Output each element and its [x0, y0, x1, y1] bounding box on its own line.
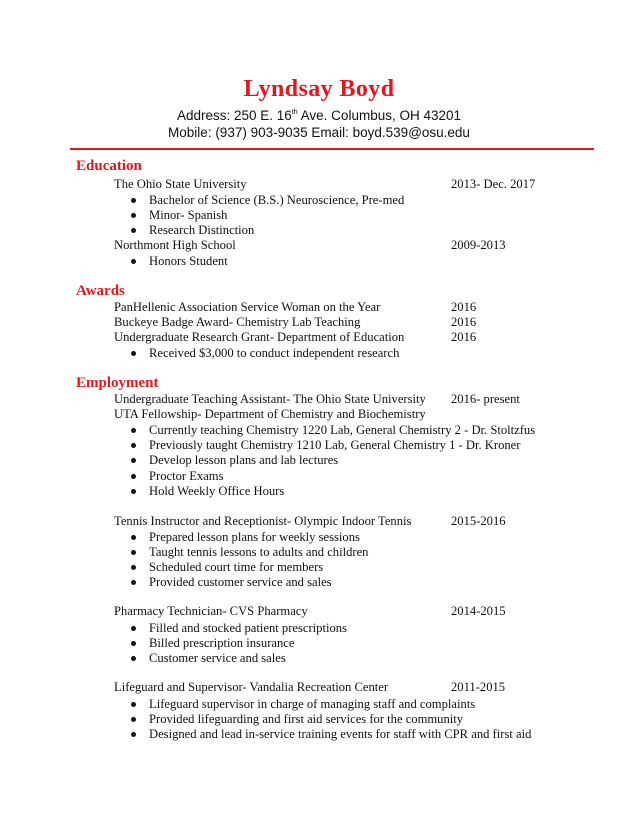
award-title: Buckeye Badge Award- Chemistry Lab Teaching — [114, 315, 361, 329]
list-item-text: Provided customer service and sales — [149, 575, 332, 589]
bullet-icon — [131, 565, 136, 570]
job-date: 2014-2015 — [451, 604, 506, 618]
job-title: Tennis Instructor and Receptionist- Olympic Indoor Tennis — [114, 514, 412, 528]
list-item — [131, 484, 284, 499]
list-item — [131, 469, 224, 484]
list-item — [131, 697, 475, 712]
bullet-icon — [131, 702, 136, 707]
list-item — [131, 560, 323, 575]
job-date: 2011-2015 — [451, 680, 506, 694]
list-item-text: Received $3,000 to conduct independent research — [149, 346, 400, 360]
list-item-text: Minor- Spanish — [149, 208, 228, 222]
award-date: 2016 — [451, 315, 477, 329]
bullet-icon — [131, 198, 136, 203]
awards-heading: Awards — [76, 283, 125, 299]
list-item-text: Bachelor of Science (B.S.) Neuroscience, Pre-med — [149, 193, 405, 207]
award-title: PanHellenic Association Service Woman on the Year — [114, 300, 381, 314]
award-date: 2016 — [451, 330, 477, 344]
list-item — [131, 254, 228, 269]
job-date: 2016- present — [451, 392, 520, 406]
job-title: Lifeguard and Supervisor- Vandalia Recreation Center — [114, 680, 389, 694]
job-title: Undergraduate Teaching Assistant- The Ohio State University — [114, 392, 426, 406]
list-item-text: Research Distinction — [149, 223, 255, 237]
list-item-text: Honors Student — [149, 254, 228, 268]
list-item — [131, 193, 404, 208]
bullet-icon — [131, 626, 136, 631]
list-item-text: Proctor Exams — [149, 469, 224, 483]
list-item-text: Designed and lead in-service training events for staff with CPR and first aid — [149, 727, 532, 741]
list-item — [131, 575, 332, 590]
bullet-icon — [131, 474, 136, 479]
education-date: 2013- Dec. 2017 — [451, 177, 536, 191]
bullet-icon — [131, 489, 136, 494]
award-date: 2016 — [451, 300, 477, 314]
list-item — [131, 621, 347, 636]
list-item — [131, 530, 360, 545]
list-item — [131, 423, 535, 438]
list-item-text: Taught tennis lessons to adults and children — [149, 545, 369, 559]
list-item-text: Hold Weekly Office Hours — [149, 484, 285, 498]
list-item — [131, 545, 368, 560]
address-line — [0, 108, 638, 123]
bullet-icon — [131, 213, 136, 218]
list-item — [131, 453, 338, 468]
award-title: Undergraduate Research Grant- Department of Education — [114, 330, 405, 344]
list-item — [131, 208, 227, 223]
list-item — [131, 346, 399, 361]
bullet-icon — [131, 458, 136, 463]
bullet-icon — [131, 550, 136, 555]
list-item-text: Prepared lesson plans for weekly sessions — [149, 530, 360, 544]
list-item-text: Provided lifeguarding and first aid services for the community — [149, 712, 464, 726]
education-heading: Education — [76, 158, 142, 174]
education-school: The Ohio State University — [114, 177, 247, 191]
job-subtitle: UTA Fellowship- Department of Chemistry and Biochemistry — [114, 407, 426, 421]
job-date: 2015-2016 — [451, 514, 506, 528]
list-item — [131, 651, 286, 666]
list-item-text: Previously taught Chemistry 1210 Lab, General Chemistry 1 - Dr. Kroner — [149, 438, 521, 452]
list-item-text: Customer service and sales — [149, 651, 286, 665]
job-title: Pharmacy Technician- CVS Pharmacy — [114, 604, 308, 618]
bullet-icon — [131, 641, 136, 646]
bullet-icon — [131, 443, 136, 448]
resume-name: Lyndsay Boyd — [243, 76, 395, 102]
bullet-icon — [131, 535, 136, 540]
list-item — [131, 636, 295, 651]
address-text: Address: 250 E. 16 — [176, 108, 292, 123]
list-item-text: Develop lesson plans and lab lectures — [149, 453, 339, 467]
contact-line: Mobile: (937) 903-9035 Email: boyd.539@osu.edu — [168, 125, 470, 140]
list-item-text: Lifeguard supervisor in charge of managing staff and complaints — [149, 697, 476, 711]
list-item — [131, 438, 520, 453]
bullet-icon — [131, 351, 136, 356]
education-school: Northmont High School — [114, 238, 236, 252]
list-item-text: Filled and stocked patient prescriptions — [149, 621, 347, 635]
address-ordinal: th — [291, 109, 298, 116]
bullet-icon — [131, 428, 136, 433]
list-item-text: Billed prescription insurance — [149, 636, 295, 650]
employment-heading: Employment — [76, 375, 159, 391]
bullet-icon — [131, 259, 136, 264]
header-divider — [70, 148, 594, 150]
bullet-icon — [131, 732, 136, 737]
list-item-text: Currently teaching Chemistry 1220 Lab, General Chemistry 2 - Dr. Stoltzfus — [149, 423, 536, 437]
bullet-icon — [131, 580, 136, 585]
address-rest: Ave. Columbus, OH 43201 — [297, 108, 462, 123]
list-item — [131, 712, 463, 727]
bullet-icon — [131, 228, 136, 233]
list-item-text: Scheduled court time for members — [149, 560, 324, 574]
list-item — [131, 223, 254, 238]
bullet-icon — [131, 717, 136, 722]
education-date: 2009-2013 — [451, 238, 506, 252]
list-item — [131, 727, 531, 742]
bullet-icon — [131, 656, 136, 661]
